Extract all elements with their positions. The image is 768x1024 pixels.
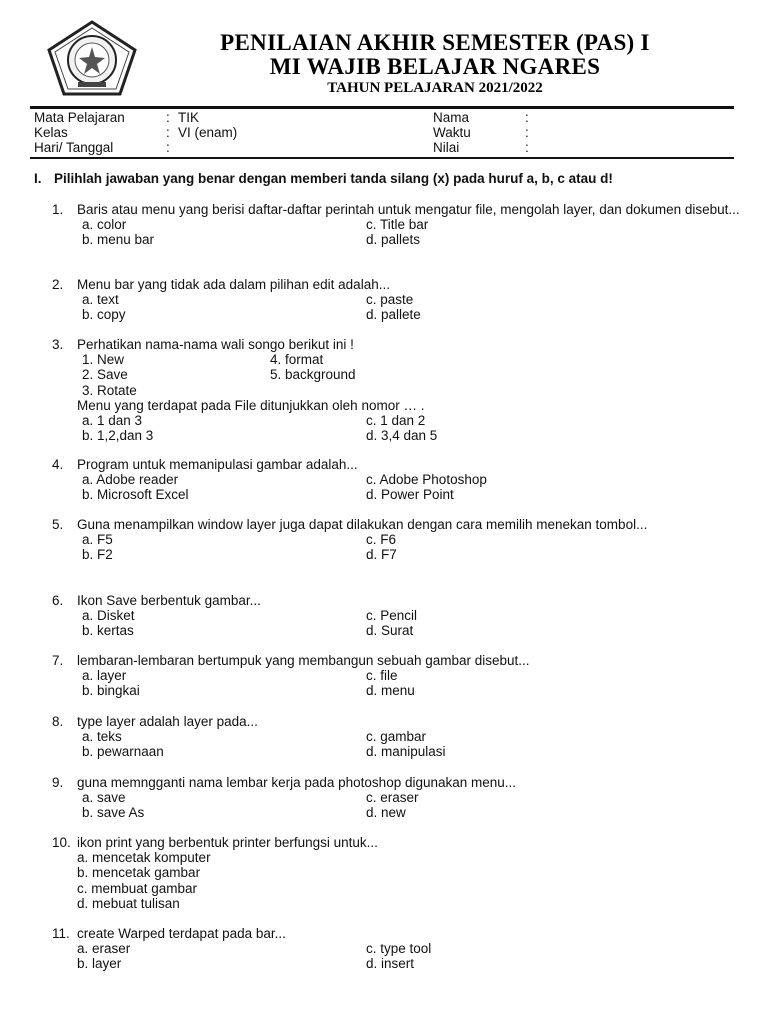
option-a[interactable]: a. Disket xyxy=(82,608,135,624)
question-6 xyxy=(52,593,742,639)
option-a[interactable]: a. teks xyxy=(82,729,122,745)
options xyxy=(82,292,742,322)
info-label: Kelas xyxy=(34,125,68,140)
option-c[interactable]: c. Pencil xyxy=(366,608,418,624)
academic-year: TAHUN PELAJARAN 2021/2022 xyxy=(327,80,543,96)
question-7 xyxy=(52,653,742,699)
document-header xyxy=(0,0,768,110)
info-right xyxy=(433,110,537,155)
option-d[interactable]: d. manipulasi xyxy=(366,744,446,760)
options xyxy=(82,790,742,820)
info-label: Nilai xyxy=(433,140,460,155)
question-prompt: Menu yang terdapat pada File ditunjukkan oleh nomor … . xyxy=(77,397,425,413)
option-d[interactable]: d. F7 xyxy=(366,547,397,563)
section-number: I. xyxy=(34,171,42,186)
option-a[interactable]: a. Adobe reader xyxy=(82,472,179,488)
option-d[interactable]: d. Power Point xyxy=(366,487,454,503)
menu-item-list xyxy=(82,352,742,398)
question-11 xyxy=(52,926,742,972)
option-b[interactable]: b. kertas xyxy=(82,623,134,639)
option-c[interactable]: c. 1 dan 2 xyxy=(366,412,426,428)
option-d[interactable]: d. pallets xyxy=(366,232,421,248)
question-text: Menu bar yang tidak ada dalam pilihan edit adalah... xyxy=(77,277,390,292)
info-row-subject xyxy=(34,110,237,125)
question-10 xyxy=(52,835,742,911)
question-number: 9. xyxy=(52,775,64,790)
list-item: 3. Rotate xyxy=(82,382,137,398)
instruction-text: Pilihlah jawaban yang benar dengan memberi tanda silang (x) pada huruf a, b, c atau d! xyxy=(54,171,613,186)
option-b[interactable]: b. layer xyxy=(77,956,122,972)
options xyxy=(77,850,742,911)
option-d[interactable]: d. pallete xyxy=(366,307,421,323)
info-colon: : xyxy=(525,110,529,125)
option-d[interactable]: d. menu xyxy=(366,683,415,699)
list-item: 1. New xyxy=(82,352,125,368)
option-c[interactable]: c. membuat gambar xyxy=(77,880,198,896)
option-b[interactable]: b. copy xyxy=(82,307,126,323)
question-text: lembaran-lembaran bertumpuk yang membangun sebuah gambar disebut... xyxy=(77,653,530,668)
option-a[interactable]: a. 1 dan 3 xyxy=(82,412,143,428)
option-c[interactable]: c. type tool xyxy=(366,941,432,957)
question-text: Perhatikan nama-nama wali songo berikut ini ! xyxy=(77,337,354,352)
section-instruction xyxy=(34,171,613,186)
options xyxy=(82,668,742,698)
options xyxy=(82,217,742,247)
list-item: 2. Save xyxy=(82,367,128,383)
info-left xyxy=(34,110,237,155)
question-number: 5. xyxy=(52,517,64,532)
option-a[interactable]: a. eraser xyxy=(77,941,131,957)
option-d[interactable]: d. insert xyxy=(366,956,415,972)
info-label: Mata Pelajaran xyxy=(34,110,125,125)
options xyxy=(77,941,742,971)
question-8 xyxy=(52,714,742,760)
question-number: 10. xyxy=(52,835,71,850)
question-5 xyxy=(52,517,742,563)
option-c[interactable]: c. eraser xyxy=(366,790,419,806)
info-row-time xyxy=(433,125,537,140)
question-text: Guna menampilkan window layer juga dapat dilakukan dengan cara memilih menekan tombol... xyxy=(77,517,648,532)
option-b[interactable]: b. Microsoft Excel xyxy=(82,487,189,503)
info-colon: : xyxy=(166,140,170,155)
option-a[interactable]: a. color xyxy=(82,217,127,233)
option-d[interactable]: d. mebuat tulisan xyxy=(77,895,180,911)
question-number: 11. xyxy=(52,926,70,941)
option-d[interactable]: d. 3,4 dan 5 xyxy=(366,428,438,444)
option-a[interactable]: a. layer xyxy=(82,668,127,684)
option-c[interactable]: c. file xyxy=(366,668,398,684)
option-a[interactable]: a. save xyxy=(82,790,126,806)
question-3 xyxy=(52,337,742,443)
question-text: create Warped terdapat pada bar... xyxy=(77,926,286,941)
question-number: 3. xyxy=(52,337,64,352)
option-a[interactable]: a. text xyxy=(82,292,119,308)
school-emblem-logo xyxy=(42,20,142,96)
option-b[interactable]: b. menu bar xyxy=(82,232,155,248)
question-number: 1. xyxy=(52,202,64,217)
question-text: type layer adalah layer pada... xyxy=(77,714,258,729)
question-text: Ikon Save berbentuk gambar... xyxy=(77,593,261,608)
question-text: ikon print yang berbentuk printer berfungsi untuk... xyxy=(77,835,378,850)
info-divider xyxy=(30,157,734,159)
question-number: 7. xyxy=(52,653,64,668)
option-b[interactable]: b. save As xyxy=(82,805,145,821)
option-b[interactable]: b. 1,2,dan 3 xyxy=(82,428,154,444)
question-text: Program untuk memanipulasi gambar adalah... xyxy=(77,457,358,472)
info-row-date xyxy=(34,140,237,155)
option-c[interactable]: c. gambar xyxy=(366,729,427,745)
header-divider xyxy=(30,106,734,109)
option-b[interactable]: b. F2 xyxy=(82,547,113,563)
info-colon: : xyxy=(525,140,529,155)
question-4 xyxy=(52,457,742,503)
option-b[interactable]: b. mencetak gambar xyxy=(77,865,201,881)
question-text: guna memngganti nama lembar kerja pada photoshop digunakan menu... xyxy=(77,775,517,790)
options xyxy=(82,413,742,443)
question-number: 6. xyxy=(52,593,64,608)
option-b[interactable]: b. bingkai xyxy=(82,683,140,699)
options xyxy=(82,532,742,562)
info-value: TIK xyxy=(178,110,200,125)
option-d[interactable]: d. Surat xyxy=(366,623,414,639)
exam-title: PENILAIAN AKHIR SEMESTER (PAS) I xyxy=(220,30,650,55)
options xyxy=(82,729,742,759)
options xyxy=(82,608,742,638)
option-a[interactable]: a. F5 xyxy=(82,532,113,548)
option-d[interactable]: d. new xyxy=(366,805,406,821)
info-row-score xyxy=(433,140,537,155)
question-number: 8. xyxy=(52,714,64,729)
list-item: 5. background xyxy=(270,367,356,383)
option-c[interactable]: c. Adobe Photoshop xyxy=(366,472,487,488)
info-label: Waktu xyxy=(433,125,471,140)
info-row-class xyxy=(34,125,237,140)
option-c[interactable]: c. F6 xyxy=(366,532,397,548)
question-text: Baris atau menu yang berisi daftar-daftar perintah untuk mengatur file, mengolah layer, dan dokumen disebut... xyxy=(77,202,740,217)
info-value: VI (enam) xyxy=(178,125,238,140)
school-name: MI WAJIB BELAJAR NGARES xyxy=(269,54,601,79)
options xyxy=(82,472,742,502)
question-number: 4. xyxy=(52,457,64,472)
info-row-name xyxy=(433,110,537,125)
option-c[interactable]: c. Title bar xyxy=(366,217,429,233)
info-colon: : xyxy=(166,125,170,140)
list-item: 4. format xyxy=(270,352,324,368)
info-label: Nama xyxy=(433,110,470,125)
option-a[interactable]: a. mencetak komputer xyxy=(77,850,211,866)
question-9 xyxy=(52,775,742,821)
option-c[interactable]: c. paste xyxy=(366,292,414,308)
question-2 xyxy=(52,277,742,323)
question-1 xyxy=(52,202,742,248)
question-number: 2. xyxy=(52,277,64,292)
option-b[interactable]: b. pewarnaan xyxy=(82,744,164,760)
info-colon: : xyxy=(166,110,170,125)
info-label: Hari/ Tanggal xyxy=(34,140,114,155)
info-colon: : xyxy=(525,125,529,140)
